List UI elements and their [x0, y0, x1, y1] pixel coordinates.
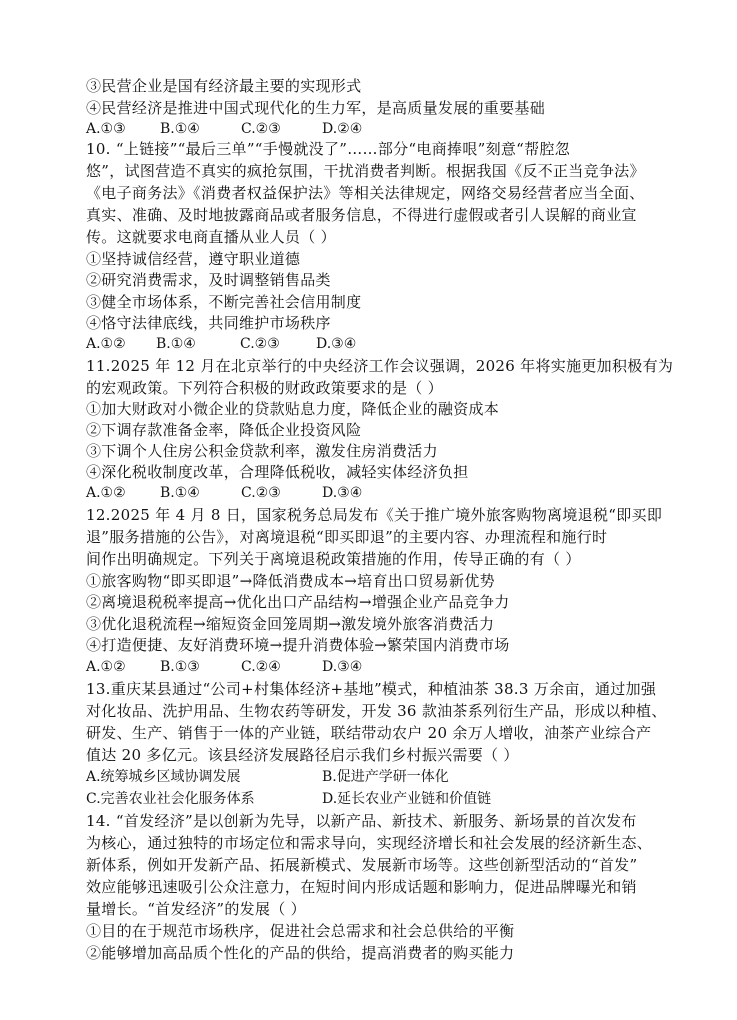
q10-stem-line: 《电子商务法》《消费者权益保护法》等相关法律规定，网络交易经营者应当全面、: [86, 184, 645, 202]
q12-stem-line: 间作出明确规定。下列关于离境退税政策措施的作用，传导正确的有（ ）: [86, 550, 581, 568]
q10-stem-line: 传。这就要求电商直播从业人员（ ）: [86, 228, 336, 246]
q13-option-a: A.统筹城乡区域协调发展: [86, 769, 241, 785]
q13-stem-line: 值达 20 多亿元。该县经济发展路径启示我们乡村振兴需要（ ）: [86, 746, 519, 764]
q14-stem-line: 为核心，通过独特的市场定位和需求导向，实现经济增长和社会发展的经济新生态、: [86, 834, 653, 852]
q13-stem-line: 对化妆品、洗护用品、生物农药等研发，开发 36 款油茶系列衍生产品，形成以种植、: [86, 702, 667, 720]
q12-stem-line: 退”服务措施的公告》，对离境退税“即买即退”的主要内容、办理流程和施行时: [86, 528, 608, 546]
q13-option-b: B.促进产学研一体化: [322, 769, 449, 785]
q11-option-c: C.②③: [241, 485, 281, 501]
q13-option-d: D.延长农业产业链和价值链: [322, 791, 492, 807]
q14-stem-line: 新体系，例如开发新产品、拓展新模式、发展新市场等。这些创新型活动的“首发”: [86, 856, 638, 874]
q10-item-2: ②研究消费需求，及时调整销售品类: [86, 271, 331, 289]
q11-option-a: A.①②: [86, 485, 126, 501]
q10-stem-line: 10. “上链接”“最后三单”“手慢就没了”……部分“电商捧哏”刻意“帮腔忽: [86, 140, 571, 158]
q13-stem-line: 研发、生产、销售于一体的产业链，联结带动农户 20 余万人增收，油茶产业综合产: [86, 724, 652, 742]
q11-item-1: ①加大财政对小微企业的贷款贴息力度，降低企业的融资成本: [86, 400, 500, 418]
q13-stem-line: 13.重庆某县通过“公司+村集体经济+基地”模式，种植油茶 38.3 万余亩，通过加强: [86, 680, 657, 698]
q9-item-4: ④民营经济是推进中国式现代化的生力军，是高质量发展的重要基础: [86, 99, 546, 117]
q10-option-b: B.①④: [156, 336, 196, 352]
q10-item-3: ③健全市场体系，不断完善社会信用制度: [86, 293, 362, 311]
q11-item-4: ④深化税收制度改革，合理降低税收，减轻实体经济负担: [86, 463, 469, 481]
q9-option-c: C.②③: [241, 121, 281, 137]
q12-item-3: ③优化退税流程→缩短资金回笼周期→激发境外旅客消费活力: [86, 615, 495, 633]
q11-option-d: D.③④: [322, 485, 363, 501]
q12-option-c: C.②④: [241, 659, 281, 675]
q14-stem-line: 效应能够迅速吸引公众注意力，在短时间内形成话题和影响力，促进品牌曝光和销: [86, 878, 637, 896]
q12-item-1: ①旅客购物“即买即退”→降低消费成本→培育出口贸易新优势: [86, 572, 495, 590]
q10-option-d: D.③④: [316, 336, 357, 352]
q10-item-4: ④恪守法律底线，共同维护市场秩序: [86, 314, 331, 332]
q9-option-d: D.②④: [322, 121, 363, 137]
q9-item-3: ③民营企业是国有经济最主要的实现形式: [86, 77, 362, 95]
q10-option-c: C.②③: [240, 336, 280, 352]
q11-stem-line: 的宏观政策。下列符合积极的财政政策要求的是（ ）: [86, 379, 443, 397]
q14-stem-line: 量增长。“首发经济”的发展（ ）: [86, 900, 306, 918]
q11-item-3: ③下调个人住房公积金贷款利率，激发住房消费活力: [86, 442, 438, 460]
q12-option-a: A.①②: [86, 659, 126, 675]
q13-option-c: C.完善农业社会化服务体系: [86, 791, 255, 807]
q9-option-b: B.①④: [160, 121, 200, 137]
q14-item-1: ①目的在于规范市场秩序，促进社会总需求和社会总供给的平衡: [86, 922, 515, 940]
q10-item-1: ①坚持诚信经营，遵守职业道德: [86, 250, 301, 268]
q11-stem-line: 11.2025 年 12 月在北京举行的中央经济工作会议强调，2026 年将实施更加积极有为: [86, 357, 674, 375]
q10-option-a: A.①②: [86, 336, 126, 352]
q12-item-2: ②离境退税税率提高→优化出口产品结构→增强企业产品竞争力: [86, 593, 510, 611]
q12-option-b: B.①③: [160, 659, 200, 675]
q14-stem-line: 14. “首发经济”是以创新为先导，以新产品、新技术、新服务、新场景的首次发布: [86, 812, 637, 830]
q11-item-2: ②下调存款准备金率，降低企业投资风险: [86, 421, 362, 439]
q9-option-a: A.①③: [86, 121, 126, 137]
q12-stem-line: 12.2025 年 4 月 8 日，国家税务总局发布《关于推广境外旅客购物离境退税“即买即: [86, 506, 663, 524]
q14-item-2: ②能够增加高品质个性化的产品的供给，提高消费者的购买能力: [86, 944, 515, 962]
q10-stem-line: 真实、准确、及时地披露商品或者服务信息，不得进行虚假或者引人误解的商业宣: [86, 206, 637, 224]
q10-stem-line: 悠”，试图营造不真实的疯抢氛围，干扰消费者判断。根据我国《反不正当竞争法》: [86, 162, 645, 180]
q11-option-b: B.①④: [160, 485, 200, 501]
q12-item-4: ④打造便捷、友好消费环境→提升消费体验→繁荣国内消费市场: [86, 636, 510, 654]
q12-option-d: D.③④: [322, 659, 363, 675]
